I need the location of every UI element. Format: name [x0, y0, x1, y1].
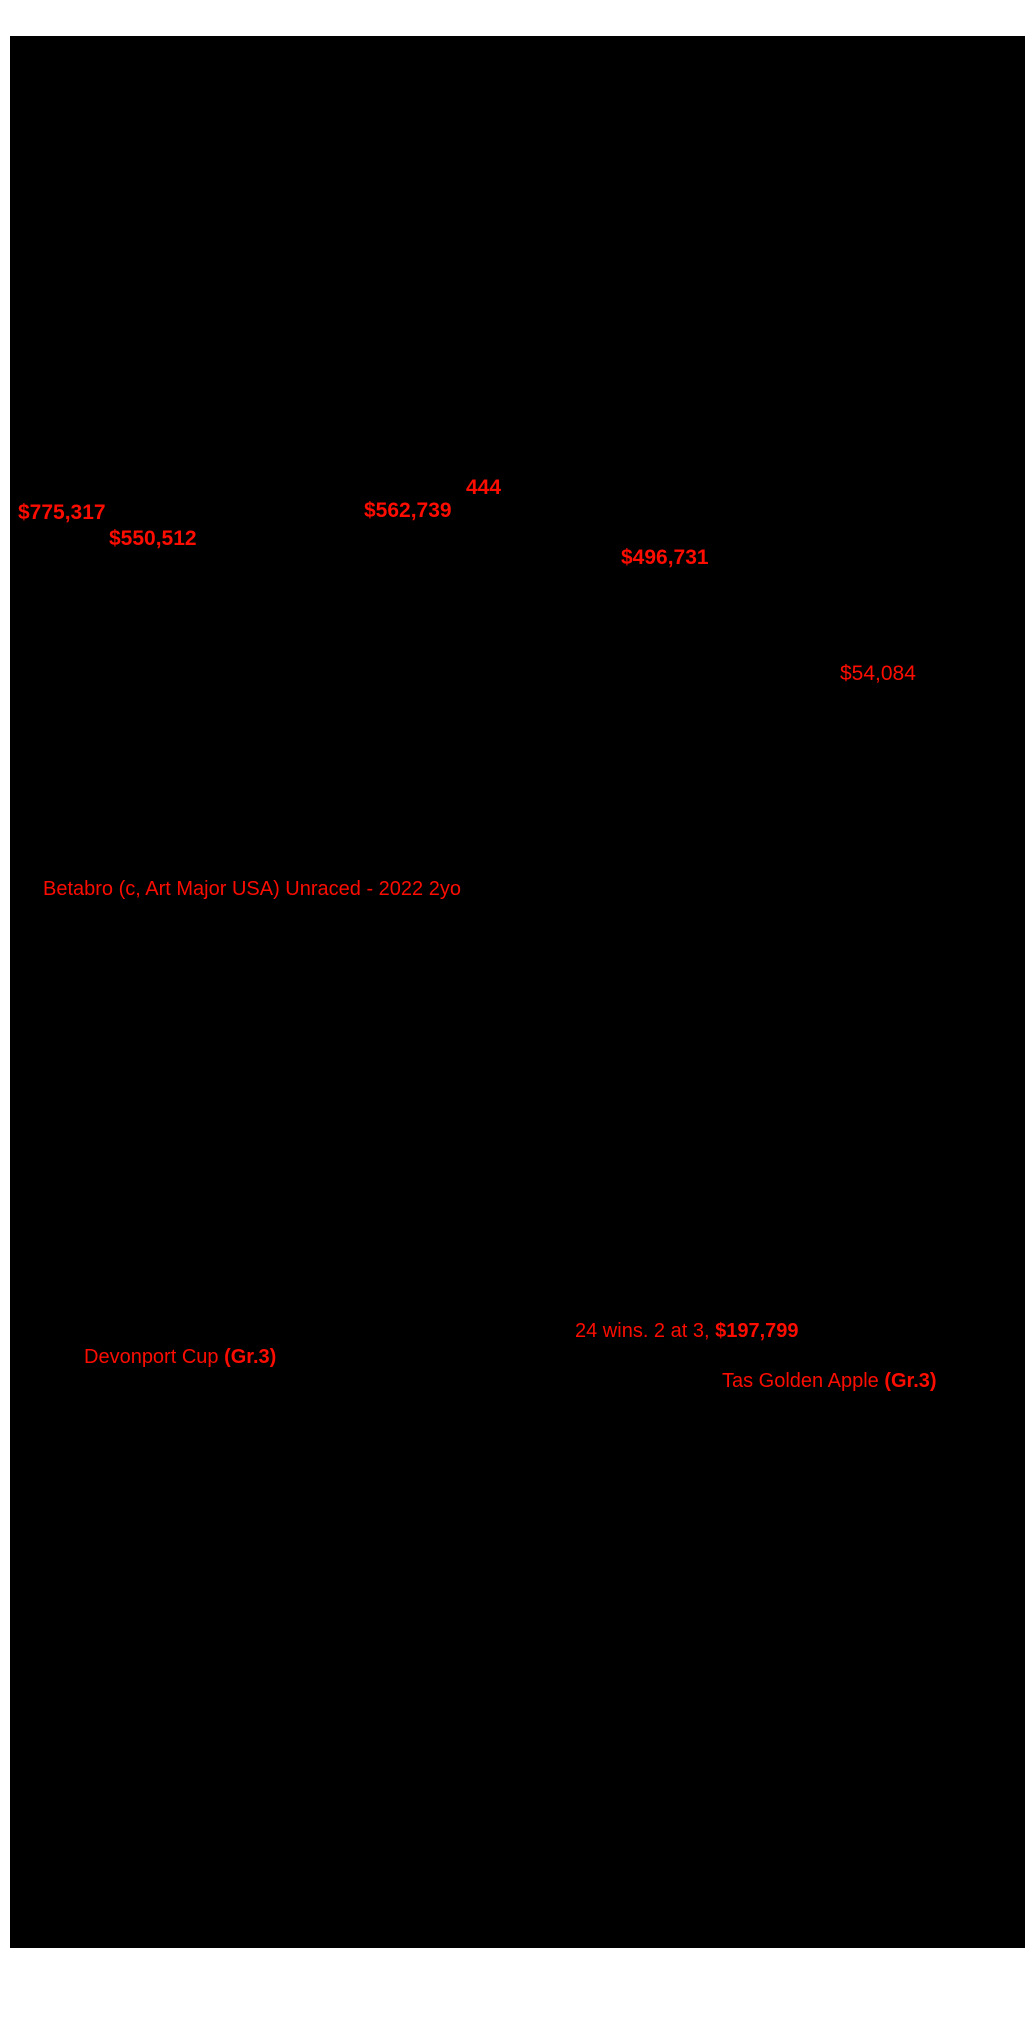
earnings-value-3: $562,739 [364, 499, 452, 522]
earnings-value-4: $496,731 [621, 546, 709, 569]
devonport-cup-result [84, 1347, 276, 1367]
pedigree-chart-panel [10, 36, 1025, 1948]
progeny-note: Betabro (c, Art Major USA) Unraced - 2022 2yo [43, 878, 461, 900]
wins-summary-text: 24 wins. 2 at 3, [575, 1320, 710, 1342]
earnings-value-1: $775,317 [18, 501, 106, 524]
tas-golden-apple-result [722, 1371, 937, 1391]
wins-earnings-value: $197,799 [715, 1320, 799, 1342]
earnings-value-5: $54,084 [840, 662, 916, 685]
numeric-value-444: 444 [466, 476, 502, 499]
wins-summary-line [575, 1321, 799, 1341]
tas-golden-apple-label: Tas Golden Apple [722, 1370, 879, 1392]
earnings-value-2: $550,512 [109, 527, 197, 550]
tas-golden-apple-grade: (Gr.3) [884, 1370, 937, 1392]
devonport-cup-label: Devonport Cup [84, 1346, 219, 1368]
devonport-cup-grade: (Gr.3) [224, 1346, 277, 1368]
